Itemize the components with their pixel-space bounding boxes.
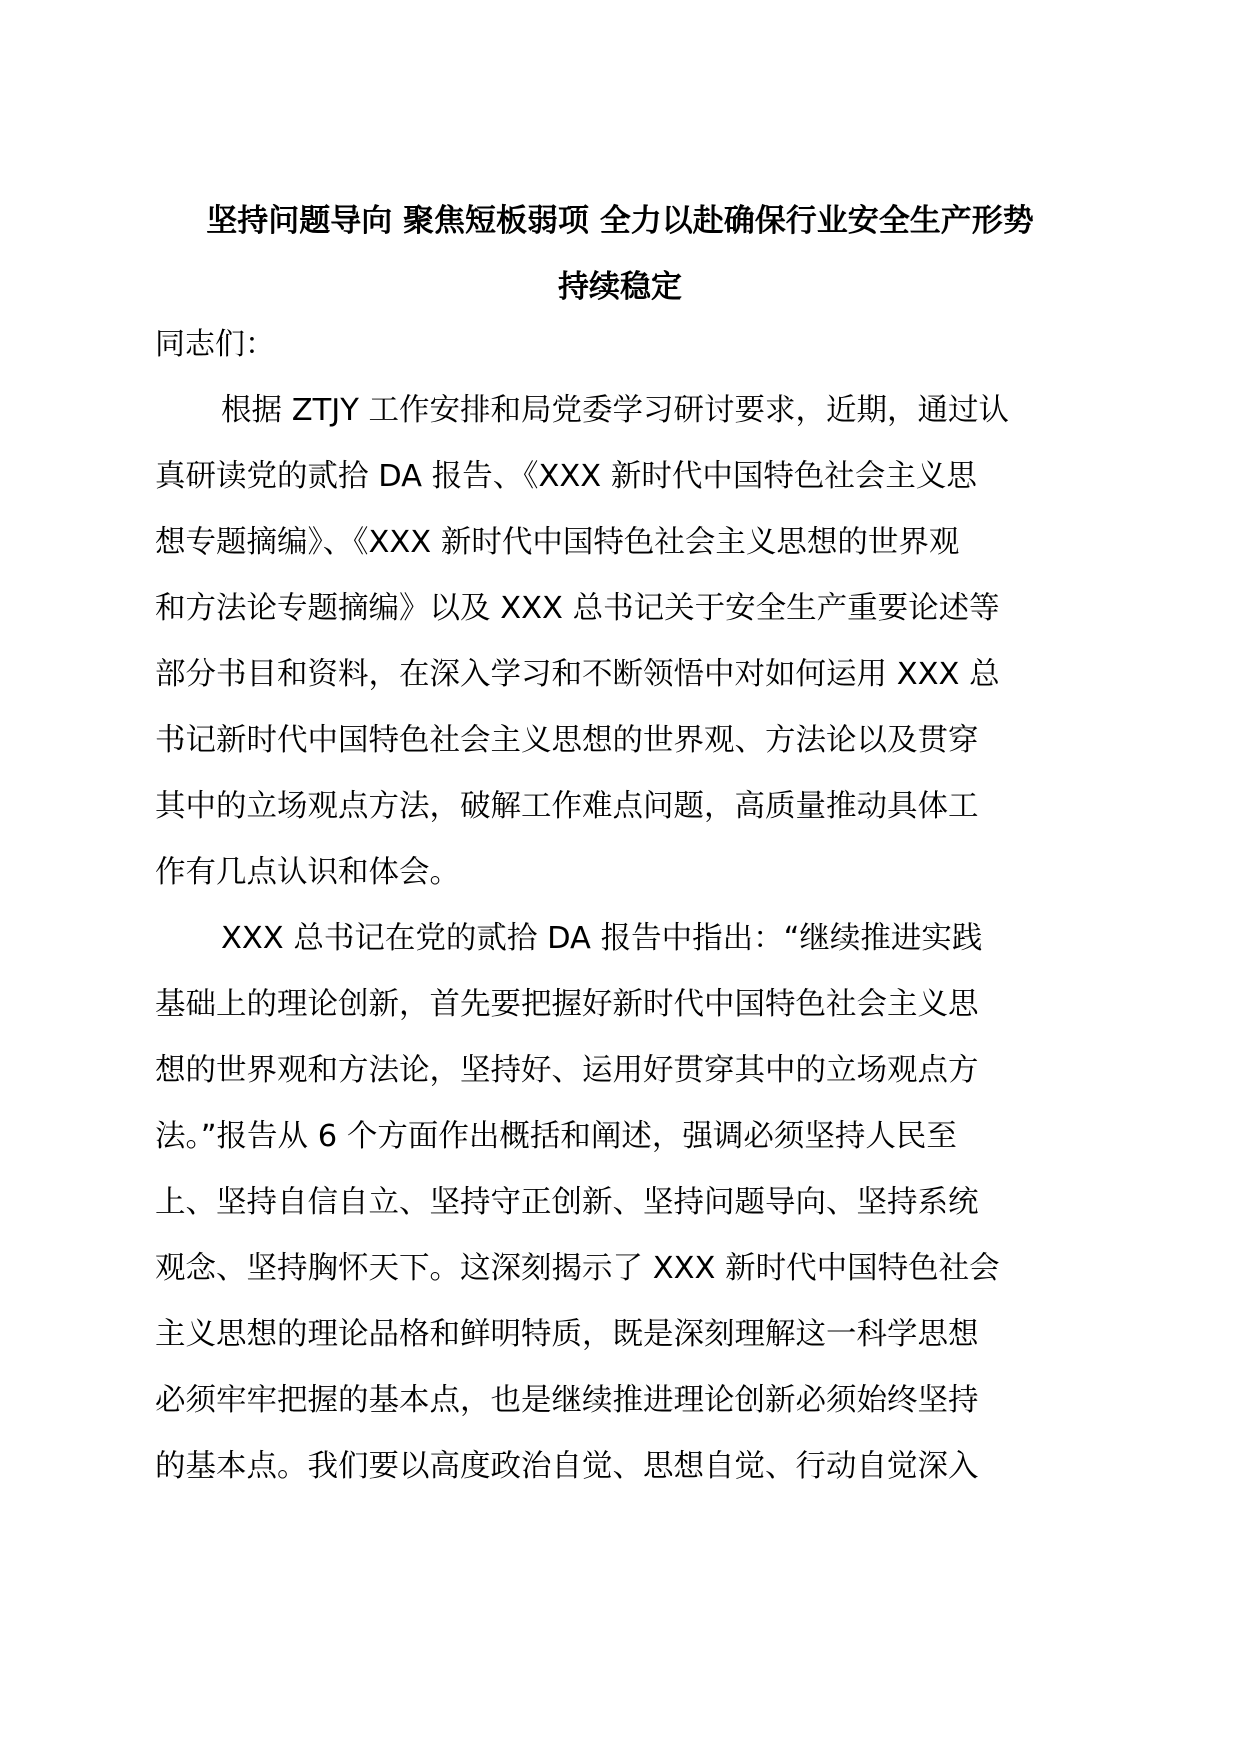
document-title (150, 188, 1090, 320)
paragraph-line: 必须牢牢把握的基本点，也是继续推进理论创新必须始终坚持 (155, 1383, 979, 1418)
paragraph-line: 上、坚持自信自立、坚持守正创新、坚持问题导向、坚持系统 (155, 1185, 979, 1220)
paragraph-line: 真研读党的贰拾 DA 报告、《XXX 新时代中国特色社会主义思 (155, 459, 977, 494)
paragraph-line: 观念、坚持胸怀天下。这深刻揭示了 XXX 新时代中国特色社会 (155, 1251, 1000, 1286)
paragraph-line: 法。”报告从 6 个方面作出概括和阐述，强调必须坚持人民至 (155, 1119, 957, 1154)
paragraph-line: 想的世界观和方法论，坚持好、运用好贯穿其中的立场观点方 (155, 1053, 979, 1088)
salutation: 同志们： (155, 327, 275, 362)
paragraph-line: 其中的立场观点方法，破解工作难点问题，高质量推动具体工 (155, 789, 979, 824)
paragraph-line: XXX 总书记在党的贰拾 DA 报告中指出：“继续推进实践 (221, 921, 983, 956)
title-line: 持续稳定 (558, 269, 682, 305)
paragraph-line: 根据 ZTJY 工作安排和局党委学习研讨要求，近期，通过认 (221, 393, 1010, 428)
paragraph-line: 和方法论专题摘编》以及 XXX 总书记关于安全生产重要论述等 (155, 591, 1000, 626)
body-paragraph (155, 906, 1090, 1500)
paragraph-line: 书记新时代中国特色社会主义思想的世界观、方法论以及贯穿 (155, 723, 979, 758)
paragraph-line: 想专题摘编》、《XXX 新时代中国特色社会主义思想的世界观 (155, 525, 960, 560)
paragraph-line: 基础上的理论创新，首先要把握好新时代中国特色社会主义思 (155, 987, 979, 1022)
paragraph-line: 部分书目和资料，在深入学习和不断领悟中对如何运用 XXX 总 (155, 657, 1000, 692)
paragraph-line: 作有几点认识和体会。 (155, 855, 460, 890)
paragraph-line: 的基本点。我们要以高度政治自觉、思想自觉、行动自觉深入 (155, 1449, 979, 1484)
title-line: 坚持问题导向 聚焦短板弱项 全力以赴确保行业安全生产形势 (206, 203, 1034, 239)
paragraph-line: 主义思想的理论品格和鲜明特质，既是深刻理解这一科学思想 (155, 1317, 979, 1352)
body-paragraph (155, 378, 1090, 906)
